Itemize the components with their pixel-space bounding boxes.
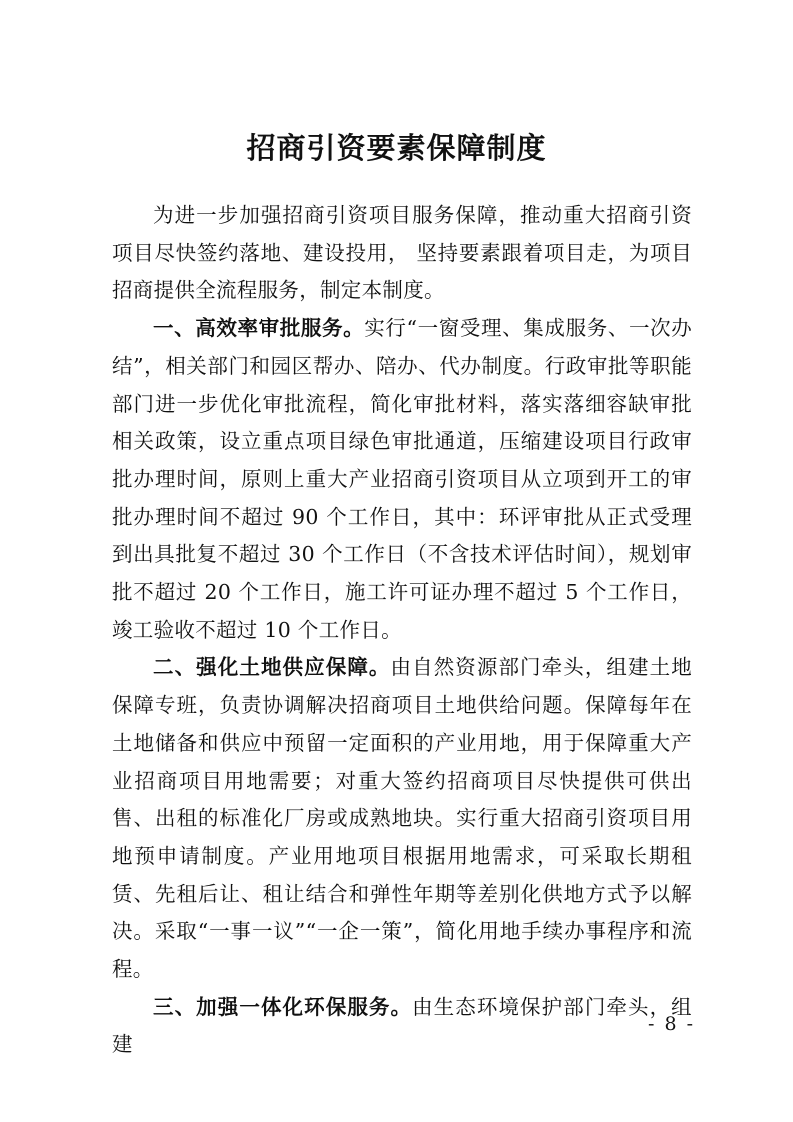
paragraph-approval-service: [112, 310, 692, 649]
document-body: [112, 197, 692, 1064]
paragraph-text: 由自然资源部门牵头，组建土地保障专班，负责协调解决招商项目土地供给问题。保障每年在土地储备和供应中预留一定面积的产业用地，用于保障重大产业招商项目用地需要；对重大签约招商项目尽快提供可供出售、出租的标准化厂房或成熟地块。实行重大招商引资项目用地预申请制度。产业用地项目根据用地需求，可采取长期租赁、先租后让、租让结合和弹性年期等差别化供地方式予以解决。采取“一事一议”“一企一策”，简化用地手续办事程序和流程。: [112, 655, 692, 982]
paragraph-intro: [112, 197, 692, 310]
paragraph-text: 为进一步加强招商引资项目服务保障，推动重大招商引资项目尽快签约落地、建设投用， 坚持要素跟着项目走，为项目招商提供全流程服务，制定本制度。: [112, 203, 692, 303]
paragraph-heading: 三、加强一体化环保服务。: [153, 994, 413, 1019]
paragraph-heading: 一、高效率审批服务。: [153, 316, 365, 341]
paragraph-text: 由生态环境保护部门牵头，组建: [112, 994, 692, 1057]
paragraph-land-supply: [112, 649, 692, 988]
paragraph-text: 实行“一窗受理、集成服务、一次办结”，相关部门和园区帮办、陪办、代办制度。行政审批等职能部门进一步优化审批流程，简化审批材料，落实落细容缺审批相关政策，设立重点项目绿色审批通道，压缩建设项目行政审批办理时间，原则上重大产业招商引资项目从立项到开工的审批办理时间不超过 90 个工作日，其中：环评审批从正式受理到出具批复不超过 30 个工作日（不含技术评估时间），规划审批不超过 20 个工作日，施工许可证办理不超过 5 个工作日，竣工验收不超过 10 个工作日。: [112, 316, 693, 642]
page-number: - 8 -: [647, 1013, 695, 1035]
paragraph-heading: 二、强化土地供应保障。: [153, 655, 391, 680]
page-title: 招商引资要素保障制度: [246, 131, 547, 165]
paragraph-environmental-service: [112, 989, 692, 1064]
